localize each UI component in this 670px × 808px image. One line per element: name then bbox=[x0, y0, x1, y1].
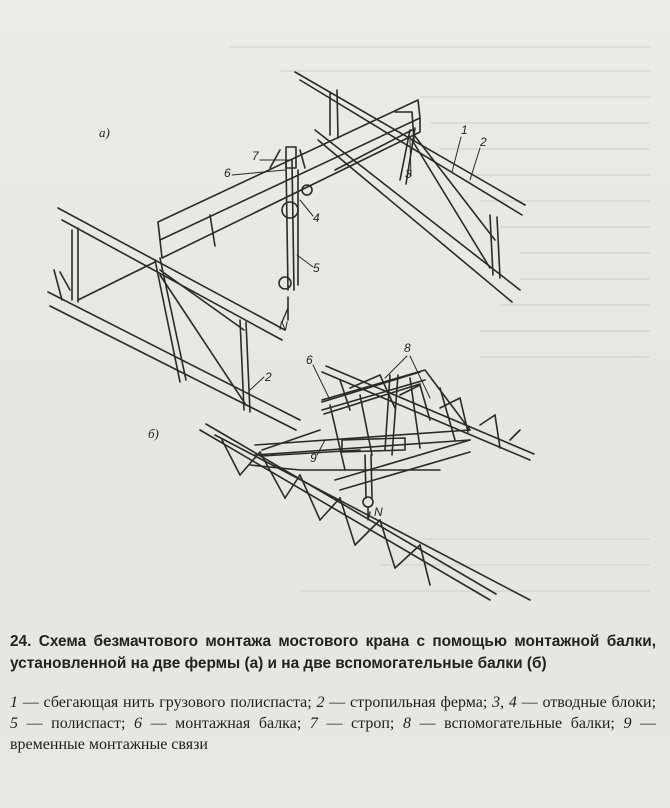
legend-item: 7 — строп; bbox=[309, 715, 395, 732]
callout-5: 5 bbox=[313, 261, 320, 275]
legend-item: 8 — вспомогательные балки; bbox=[402, 715, 615, 732]
pulley-block-a bbox=[270, 147, 312, 320]
callout-4: 4 bbox=[313, 211, 320, 225]
legend-item: 1 — сбегающая нить грузового полиспаста; bbox=[10, 694, 312, 711]
callout-9: 9 bbox=[310, 451, 317, 465]
legend-item: 2 — стропильная ферма; bbox=[316, 694, 488, 711]
force-n-b: N bbox=[374, 505, 383, 519]
figure-legend bbox=[10, 692, 656, 755]
truss-a-left bbox=[48, 208, 300, 430]
callout-6-a: 6 bbox=[224, 166, 231, 180]
truss-a-right bbox=[295, 72, 525, 302]
callout-6-b: 6 bbox=[306, 353, 313, 367]
legend-item: 3, 4 — отводные блоки; bbox=[492, 694, 657, 711]
caption-text: Схема безмачтового монтажа мостового крана с помощью монтажной балки, установленной на две фермы (а) и на две вспомогательные балки (б) bbox=[10, 633, 656, 672]
force-n-a: N bbox=[279, 319, 288, 333]
panel-a-label: а) bbox=[99, 125, 110, 140]
legend-item: 5 — полиспаст; bbox=[10, 715, 126, 732]
callout-2-a: 2 bbox=[480, 135, 487, 149]
figure-caption bbox=[10, 631, 656, 675]
callout-8: 8 bbox=[404, 341, 411, 355]
panel-b-label: б) bbox=[148, 426, 159, 441]
callout-7: 7 bbox=[252, 149, 259, 163]
callout-2-b: 2 bbox=[265, 370, 272, 384]
truss-b-upper bbox=[322, 366, 534, 460]
pulley-block-b bbox=[363, 455, 373, 518]
truss-b-lower bbox=[200, 424, 530, 600]
caption-number: 24. bbox=[10, 633, 32, 650]
callout-1: 1 bbox=[461, 123, 468, 137]
legend-item: 6 — монтажная балка; bbox=[133, 715, 302, 732]
mounting-beam-a bbox=[158, 100, 420, 258]
callout-3: 3 bbox=[405, 167, 412, 181]
legend-item: 9 — временные монтажные связи bbox=[10, 715, 657, 753]
